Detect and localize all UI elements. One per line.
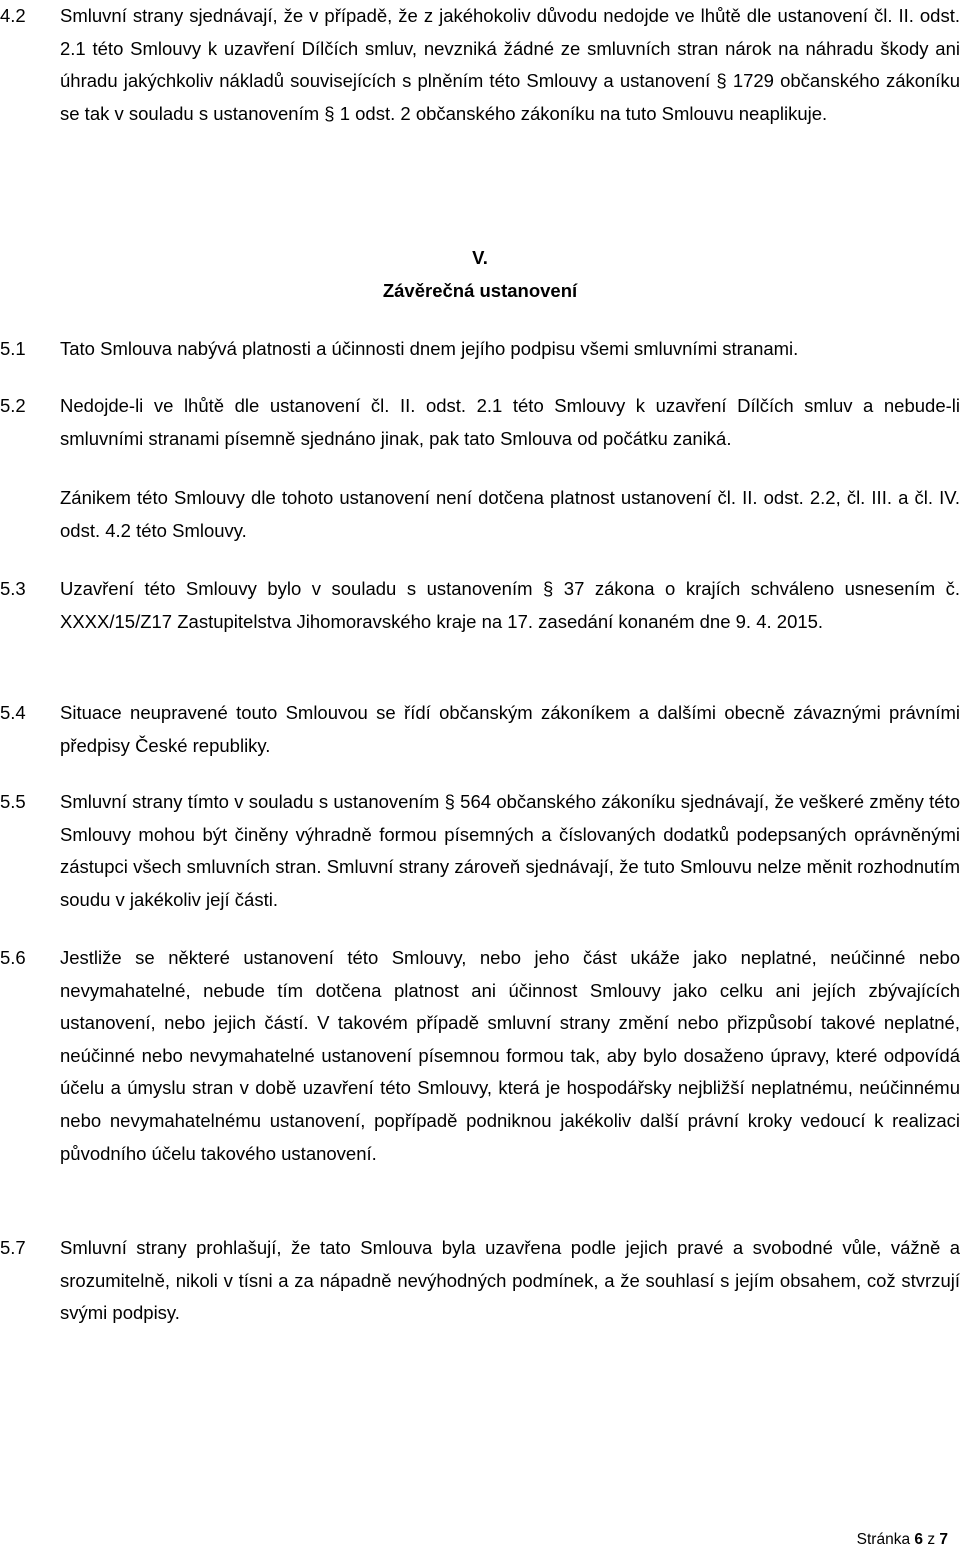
- clause-5-7: [0, 1232, 960, 1330]
- clause-number: 5.6: [0, 947, 26, 968]
- clause-number: 5.4: [0, 702, 26, 723]
- clause-text: Nedojde-li ve lhůtě dle ustanovení čl. II. odst. 2.1 této Smlouvy k uzavření Dílčích smluv a nebude-li smluvními stranami písemně sjednáno jinak, pak tato Smlouva od počátku zaniká.: [60, 395, 960, 449]
- footer-label: Stránka: [856, 1531, 911, 1548]
- clause-number: 5.1: [0, 338, 26, 359]
- clause-5-3: [0, 573, 960, 638]
- clause-text: Situace neupravené touto Smlouvou se řídí občanským zákoníkem a dalšími obecně závaznými právními předpisy České republiky.: [60, 702, 960, 756]
- clause-number: 5.5: [0, 791, 26, 812]
- footer-page-number: 6: [914, 1531, 923, 1548]
- clause-number: 5.3: [0, 578, 26, 599]
- clause-text: Smluvní strany tímto v souladu s ustanovením § 564 občanského zákoníku sjednávají, že veškeré změny této Smlouvy mohou být činěny výhradně formou písemných a číslovaných dodatků podepsaných oprávněnými zástupci všech smluvních stran. Smluvní strany zároveň sjednávají, že tuto Smlouvu nelze měnit rozhodnutím soudu v jakékoliv její části.: [60, 791, 960, 910]
- clause-text: Uzavření této Smlouvy bylo v souladu s ustanovením § 37 zákona o krajích schváleno usnesením č. XXXX/15/Z17 Zastupitelstva Jihomoravského kraje na 17. zasedání konaném dne 9. 4. 2015.: [60, 578, 960, 632]
- clause-4-2: [0, 0, 960, 130]
- page-footer: [857, 1530, 948, 1550]
- clause-text: Smluvní strany prohlašují, že tato Smlouva byla uzavřena podle jejich pravé a svobodné vůle, vážně a srozumitelně, nikoli v tísni a za nápadně nevýhodných podmínek, a že souhlasí s jejím obsahem, což stvrzují svými podpisy.: [60, 1237, 960, 1324]
- clause-5-2: [0, 390, 960, 455]
- clause-5-1: [0, 333, 960, 366]
- clause-text: Jestliže se některé ustanovení této Smlouvy, nebo jeho část ukáže jako neplatné, neúčinné nebo nevymahatelné, nebude tím dotčena platnost ani účinnost Smlouvy jako celku ani jejích zbývajících ustanovení, nebo jejich částí. V takovém případě smluvní strany změní nebo přizpůsobí takové neplatné, neúčinné nebo nevymahatelné ustanovení písemnou formou tak, aby bylo dosaženo úpravy, které odpovídá účelu a úmyslu stran v době uzavření této Smlouvy, která je hospodářsky nejbližší neplatnému, neúčinnému nebo nevymahatelnému ustanovení, popřípadě podniknou jakékoliv další právní kroky vedoucí k realizaci původního účelu takového ustanovení.: [60, 947, 960, 1164]
- clause-5-5: [0, 786, 960, 916]
- article-number: V.: [472, 247, 488, 268]
- clause-number: 5.7: [0, 1237, 26, 1258]
- footer-of: z: [927, 1531, 936, 1548]
- clause-text: Tato Smlouva nabývá platnosti a účinnosti dnem jejího podpisu všemi smluvními stranami.: [60, 338, 799, 359]
- clause-text: Smluvní strany sjednávají, že v případě, že z jakéhokoliv důvodu nedojde ve lhůtě dle ustanovení čl. II. odst. 2.1 této Smlouvy k uzavření Dílčích smluv, nevzniká žádné ze smluvních stran nárok na náhradu škody ani úhradu jakýchkoliv nákladů souvisejících s plněním této Smlouvy a ustanovení § 1729 občanského zákoníku se tak v souladu s ustanovením § 1 odst. 2 občanského zákoníku na tuto Smlouvu neaplikuje.: [60, 5, 960, 124]
- clause-number: 5.2: [0, 395, 26, 416]
- clause-5-2-continuation: [0, 482, 960, 547]
- clause-number: 4.2: [0, 5, 26, 26]
- footer-page-total: 7: [939, 1531, 948, 1548]
- clause-5-6: [0, 942, 960, 1170]
- clause-text: Zánikem této Smlouvy dle tohoto ustanovení není dotčena platnost ustanovení čl. II. odst. 2.2, čl. III. a čl. IV. odst. 4.2 této Smlouvy.: [60, 487, 960, 541]
- article-title: Závěrečná ustanovení: [382, 280, 578, 301]
- clause-5-4: [0, 697, 960, 762]
